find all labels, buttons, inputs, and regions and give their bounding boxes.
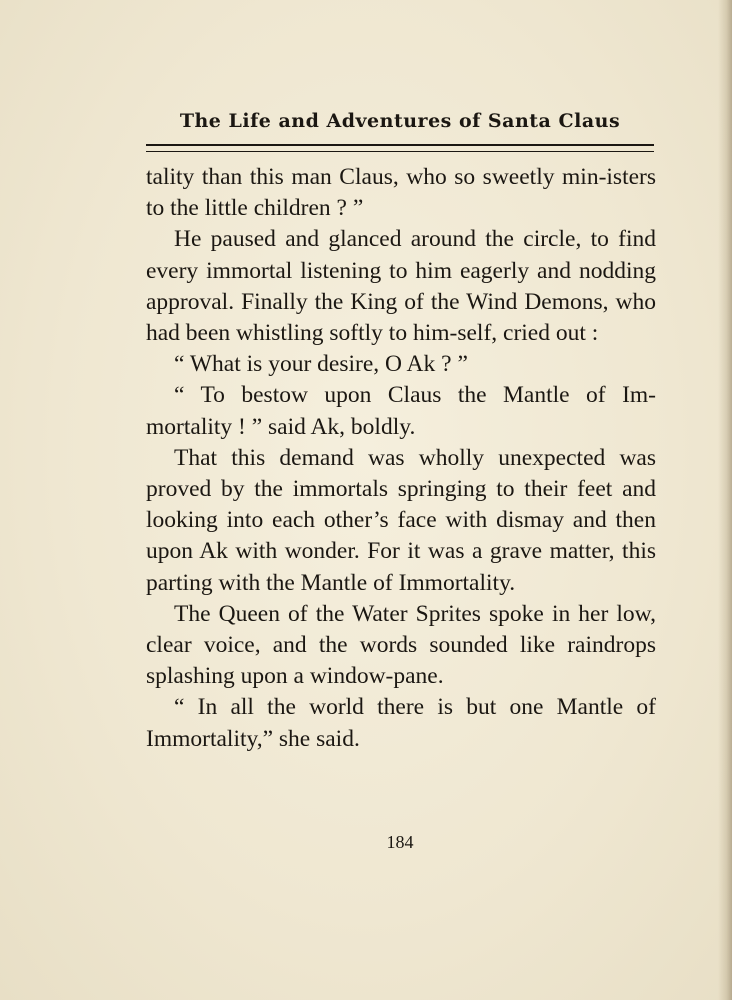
paragraph: “ What is your desire, O Ak ? ” — [174, 351, 468, 378]
page-edge-shadow — [718, 0, 732, 1000]
page-number: 184 — [386, 832, 414, 852]
paragraph: “ In all the world there is but one Mantle of Immortality,” she said. — [146, 694, 656, 752]
paragraph: The Queen of the Water Sprites spoke in her low, clear voice, and the words sounded like raindrops splashing upon a window-pane. — [146, 600, 656, 690]
running-head: The Life and Adventures of Santa Claus — [179, 110, 621, 132]
header-rule — [146, 144, 654, 152]
paragraph: tality than this man Claus, who so sweetly min-isters to the little children ? ” — [146, 164, 656, 222]
body-text — [146, 162, 656, 755]
paragraph: That this demand was wholly unexpected was proved by the immortals springing to their feet and looking into each other’s face with dismay and then upon Ak with wonder. For it was a grave matter, this parting with the Mantle of Immortality. — [146, 444, 656, 596]
paragraph: He paused and glanced around the circle, to find every immortal listening to him eagerly and nodding approval. Finally the King of the Wind Demons, who had been whistling softly to him-self, cried out : — [146, 226, 656, 347]
paragraph: “ To bestow upon Claus the Mantle of Im-mortality ! ” said Ak, boldly. — [146, 382, 656, 440]
